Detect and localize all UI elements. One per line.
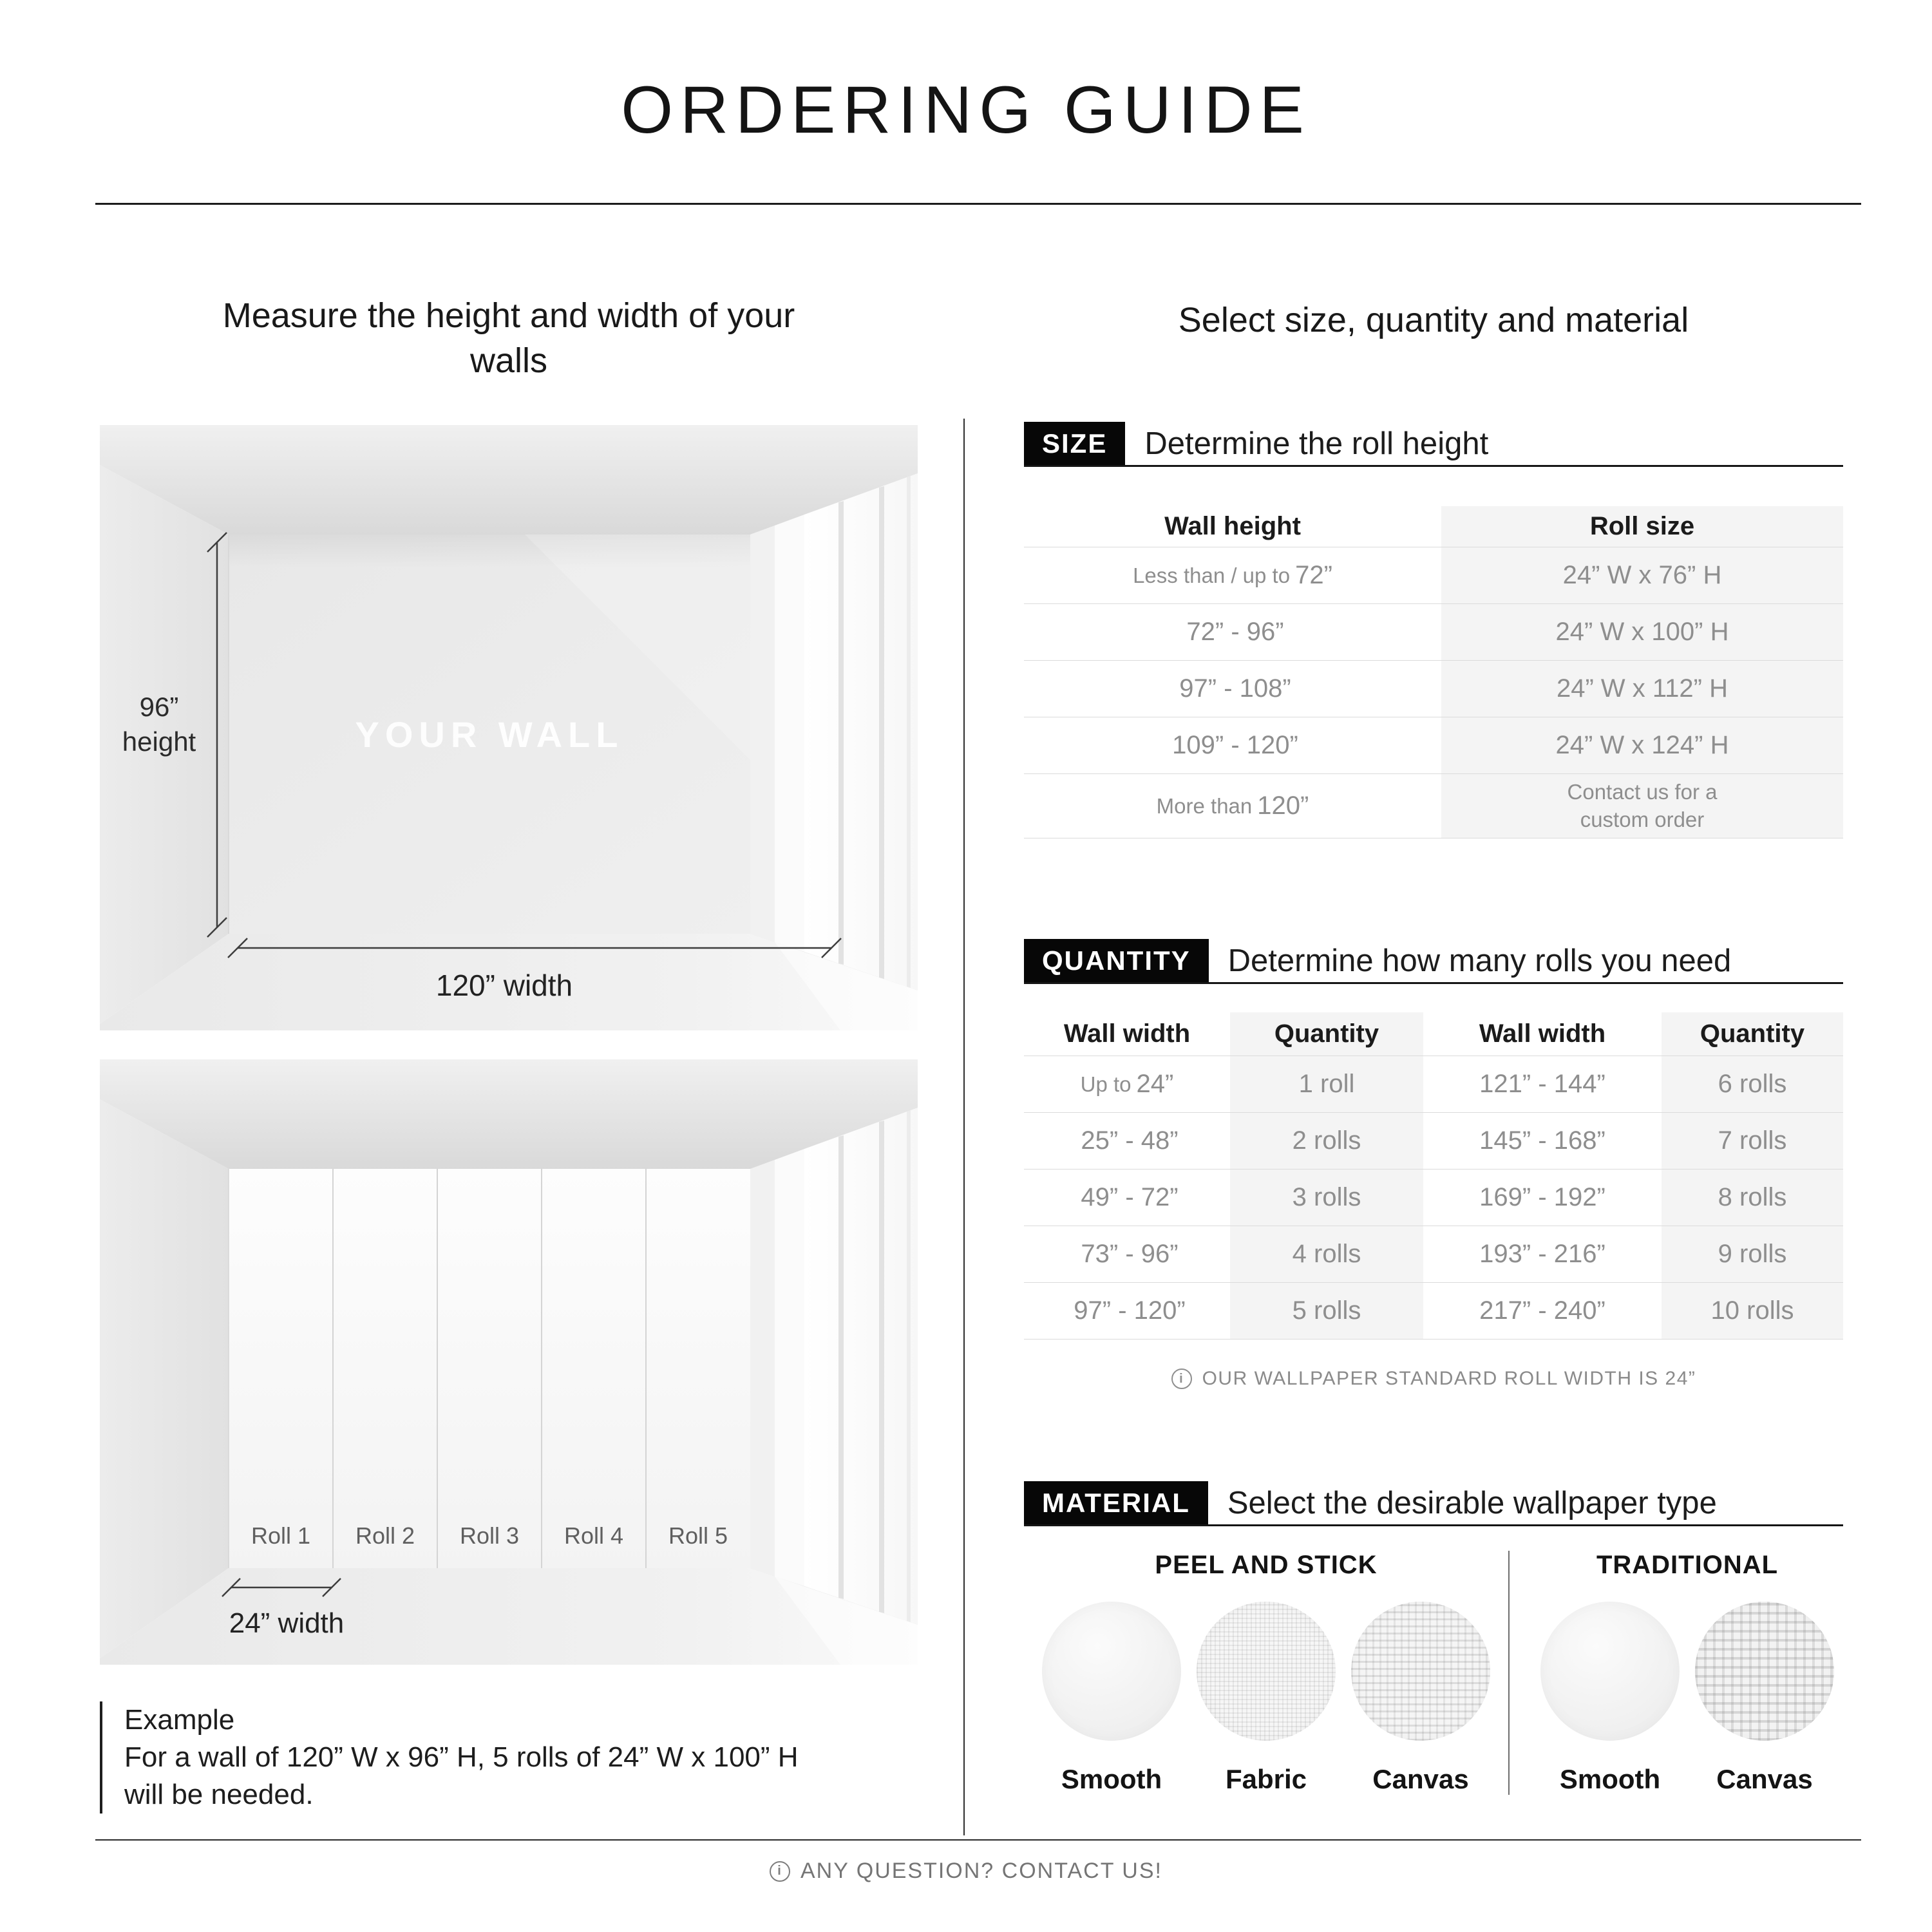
example-line: will be needed. bbox=[124, 1779, 314, 1811]
window-panes bbox=[804, 473, 918, 990]
window-mullion bbox=[838, 501, 844, 965]
roll-label: Roll 1 bbox=[251, 1522, 311, 1549]
window-mullion bbox=[838, 1135, 844, 1599]
swatch-peel-fabric: Fabric bbox=[1197, 1602, 1336, 1795]
roll-size-header: Roll size bbox=[1441, 506, 1843, 547]
table-row: Less than / up to 72” 24” W x 76” H bbox=[1024, 547, 1843, 604]
window-mullion bbox=[879, 486, 884, 979]
wallpaper-rolls-wall bbox=[229, 1169, 750, 1568]
width-label: 120” width bbox=[435, 969, 573, 1002]
smooth-texture-sample bbox=[1042, 1602, 1181, 1741]
left-wall bbox=[100, 1099, 229, 1658]
quantity-header: Quantity bbox=[1662, 1012, 1843, 1056]
swatch-traditional-canvas: Canvas bbox=[1695, 1602, 1834, 1795]
footer-divider bbox=[95, 1839, 1861, 1841]
wall-width-header: Wall width bbox=[1063, 1019, 1191, 1048]
material-group-peel-and-stick bbox=[1024, 1551, 1508, 1795]
quantity-section-header bbox=[1024, 939, 1843, 984]
roll-label: Roll 4 bbox=[564, 1522, 624, 1549]
smooth-texture-sample bbox=[1540, 1602, 1680, 1741]
table-row: 73” - 96” 4 rolls 193” - 216” 9 rolls bbox=[1024, 1226, 1843, 1283]
window-mullion bbox=[879, 1121, 884, 1613]
room-illustration-rolls bbox=[100, 1059, 918, 1665]
wall-height-header: Wall height bbox=[1164, 512, 1301, 540]
roll-width-label: 24” width bbox=[229, 1607, 345, 1639]
canvas-texture-sample bbox=[1351, 1602, 1490, 1741]
quantity-header: Quantity bbox=[1230, 1012, 1423, 1056]
material-section-badge: MATERIAL bbox=[1024, 1481, 1208, 1524]
measure-heading: Measure the height and width of your walls bbox=[222, 296, 795, 381]
example-accent-bar bbox=[100, 1701, 102, 1814]
window-pillar bbox=[775, 515, 804, 952]
peel-and-stick-label: PEEL AND STICK bbox=[1155, 1551, 1378, 1579]
table-row: 109” - 120” 24” W x 124” H bbox=[1024, 717, 1843, 774]
swatch-peel-canvas: Canvas bbox=[1351, 1602, 1490, 1795]
example-note bbox=[100, 1701, 799, 1814]
traditional-label: TRADITIONAL bbox=[1596, 1551, 1779, 1579]
size-section-subtitle: Determine the roll height bbox=[1144, 426, 1489, 461]
fabric-texture-sample bbox=[1197, 1602, 1336, 1741]
window-pillar bbox=[775, 1149, 804, 1586]
size-section-header bbox=[1024, 422, 1843, 467]
material-section-subtitle: Select the desirable wallpaper type bbox=[1227, 1485, 1717, 1520]
info-icon: i bbox=[770, 1861, 790, 1882]
your-wall-label: YOUR WALL bbox=[355, 714, 624, 755]
table-row: 49” - 72” 3 rolls 169” - 192” 8 rolls bbox=[1024, 1170, 1843, 1226]
info-icon: i bbox=[1171, 1368, 1192, 1389]
roll-label: Roll 3 bbox=[459, 1522, 520, 1549]
quantity-table bbox=[1024, 1012, 1843, 1340]
window-panes bbox=[804, 1108, 918, 1625]
footer-contact-text: ANY QUESTION? CONTACT US! bbox=[800, 1859, 1162, 1883]
table-row: More than 120” Contact us for a custom order bbox=[1024, 774, 1843, 838]
roll-width-note-text: OUR WALLPAPER STANDARD ROLL WIDTH IS 24” bbox=[1202, 1368, 1696, 1389]
window-mullion bbox=[907, 476, 911, 988]
table-row: 72” - 96” 24” W x 100” H bbox=[1024, 604, 1843, 661]
size-table-header bbox=[1024, 506, 1843, 547]
roll-label: Roll 5 bbox=[668, 1522, 728, 1549]
canvas-texture-sample bbox=[1695, 1602, 1834, 1741]
swatch-peel-smooth: Smooth bbox=[1042, 1602, 1181, 1795]
quantity-table-header bbox=[1024, 1012, 1843, 1056]
example-title: Example bbox=[124, 1704, 235, 1736]
window-mullion bbox=[907, 1110, 911, 1622]
material-groups bbox=[1024, 1551, 1843, 1795]
height-word-label: height bbox=[122, 726, 196, 757]
table-row: 25” - 48” 2 rolls 145” - 168” 7 rolls bbox=[1024, 1113, 1843, 1170]
table-row: Up to 24” 1 roll 121” - 144” 6 rolls bbox=[1024, 1056, 1843, 1113]
material-group-traditional bbox=[1508, 1551, 1843, 1795]
quantity-section-subtitle: Determine how many rolls you need bbox=[1227, 943, 1732, 978]
room-illustration-measure bbox=[100, 425, 918, 1030]
page-title: ORDERING GUIDE bbox=[621, 73, 1311, 147]
size-table bbox=[1024, 506, 1843, 838]
example-line: For a wall of 120” W x 96” H, 5 rolls of 24” W x 100” H bbox=[124, 1741, 799, 1774]
roll-label: Roll 2 bbox=[355, 1522, 415, 1549]
roll-width-note bbox=[1024, 1368, 1843, 1390]
footer-contact-note bbox=[0, 1859, 1932, 1884]
quantity-section-badge: QUANTITY bbox=[1024, 939, 1209, 982]
table-row: 97” - 108” 24” W x 112” H bbox=[1024, 661, 1843, 717]
size-section-badge: SIZE bbox=[1024, 422, 1125, 465]
table-row: 97” - 120” 5 rolls 217” - 240” 10 rolls bbox=[1024, 1283, 1843, 1340]
height-value-label: 96” bbox=[139, 692, 179, 722]
wall-width-header: Wall width bbox=[1479, 1019, 1606, 1048]
select-heading: Select size, quantity and material bbox=[1178, 301, 1689, 339]
material-section-header bbox=[1024, 1481, 1843, 1526]
title-divider bbox=[95, 203, 1861, 205]
column-divider bbox=[963, 419, 965, 1835]
swatch-traditional-smooth: Smooth bbox=[1540, 1602, 1680, 1795]
